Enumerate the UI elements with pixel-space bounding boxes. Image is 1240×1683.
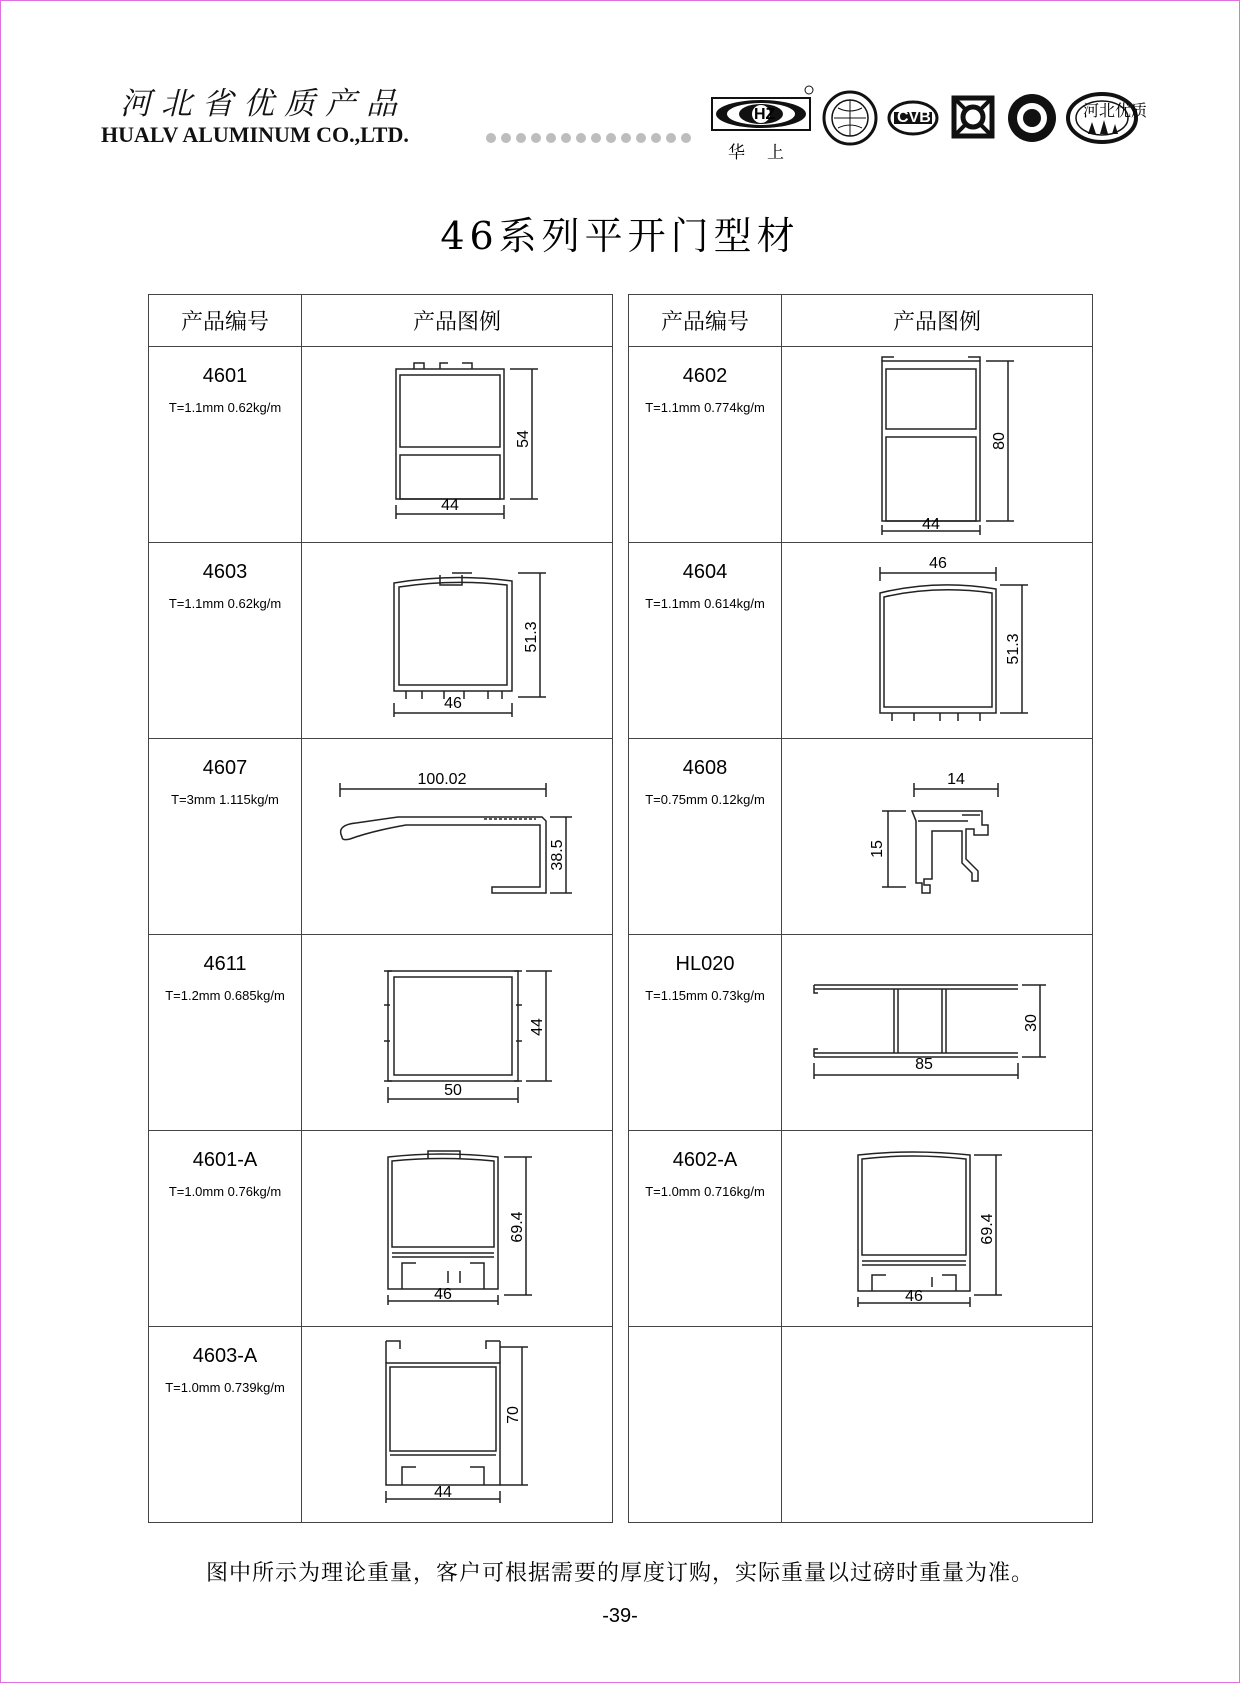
table-row (149, 347, 613, 543)
product-code-cell (149, 1131, 302, 1327)
dim-height: 70 (505, 1406, 522, 1424)
dim-height: 69.4 (979, 1213, 996, 1245)
product-code-cell (629, 935, 782, 1131)
cvg-badge-icon (886, 90, 940, 146)
product-code: 4608 (682, 757, 728, 779)
product-code: 4601 (202, 365, 248, 387)
product-spec: T=0.75mm 0.12kg/m (645, 792, 765, 807)
dim-height: 15 (869, 840, 886, 858)
table-row (629, 543, 1093, 739)
table-row (629, 1131, 1093, 1327)
profile-figure-cell (782, 543, 1093, 739)
profile-figure-cell (782, 739, 1093, 935)
dim-height: 38.5 (549, 839, 566, 871)
product-code: 4611 (203, 953, 247, 975)
product-code-cell (149, 935, 302, 1131)
table-header-row (149, 295, 613, 347)
product-spec: T=1.15mm 0.73kg/m (645, 988, 765, 1003)
table-row-empty (629, 1327, 1093, 1523)
logo-caption: 华上 (728, 143, 806, 163)
product-code: 4602-A (672, 1149, 738, 1171)
product-spec: T=1.1mm 0.62kg/m (168, 596, 282, 611)
product-spec: T=1.1mm 0.62kg/m (168, 400, 282, 415)
profile-drawing-4602 (782, 347, 1093, 542)
table-row (629, 739, 1093, 935)
product-spec: T=1.2mm 0.685kg/m (165, 988, 285, 1003)
svg-text:HZ: HZ (754, 106, 776, 123)
dim-width: 100.02 (417, 771, 467, 788)
profile-drawing-4602-a (782, 1131, 1093, 1326)
profile-figure-cell (302, 739, 613, 935)
profile-drawing-4603 (302, 543, 613, 738)
profile-figure-cell (782, 1131, 1093, 1327)
header-code: 产品编号 (149, 295, 302, 347)
profile-drawing-4604 (782, 543, 1093, 738)
dim-height: 69.4 (509, 1211, 526, 1243)
product-code: 4602 (682, 365, 728, 387)
dim-width: 50 (444, 1082, 462, 1099)
table-row (629, 347, 1093, 543)
quality-knot-icon (948, 90, 998, 146)
product-code-cell (149, 739, 302, 935)
header-dot-divider (486, 128, 696, 140)
product-code: 4604 (682, 561, 728, 583)
table-row (149, 935, 613, 1131)
table-header-row (629, 295, 1093, 347)
header-figure: 产品图例 (782, 295, 1093, 347)
dim-width: 44 (922, 516, 940, 533)
dim-width: 44 (434, 1484, 452, 1501)
profile-figure-cell (782, 935, 1093, 1131)
product-spec: T=3mm 1.115kg/m (171, 792, 279, 807)
table-row (149, 1131, 613, 1327)
product-code-cell (629, 347, 782, 543)
dim-width: 44 (441, 497, 459, 514)
table-row (149, 543, 613, 739)
product-code: HL020 (675, 953, 735, 975)
product-spec: T=1.0mm 0.739kg/m (165, 1380, 285, 1395)
profile-drawing-4603-a (302, 1327, 613, 1522)
profile-figure-cell (302, 1327, 613, 1523)
svg-text:CVB: CVB (897, 109, 931, 126)
table-row (629, 935, 1093, 1131)
profile-figure-cell (302, 935, 613, 1131)
header-figure: 产品图例 (302, 295, 613, 347)
product-code-cell (629, 739, 782, 935)
profile-figure-cell (302, 543, 613, 739)
dim-height: 51.3 (523, 621, 540, 653)
product-code-cell (149, 543, 302, 739)
dim-width: 85 (915, 1056, 933, 1073)
product-code-cell (149, 1327, 302, 1523)
page-number: -39- (602, 1605, 638, 1627)
dim-height: 80 (991, 432, 1008, 450)
dim-width: 46 (905, 1288, 923, 1305)
product-code-cell (629, 1131, 782, 1327)
dim-height: 30 (1023, 1014, 1040, 1032)
dim-width: 46 (434, 1286, 452, 1303)
product-spec: T=1.0mm 0.76kg/m (168, 1184, 282, 1199)
dim-height: 54 (515, 430, 532, 448)
profile-drawing-4611 (302, 935, 613, 1130)
empty-figure-cell (782, 1327, 1093, 1523)
table-row (149, 739, 613, 935)
dim-width: 46 (444, 695, 462, 712)
globe-seal-icon (822, 90, 878, 146)
profile-drawing-4601-a (302, 1131, 613, 1326)
product-code: 4607 (202, 757, 248, 779)
product-spec: T=1.1mm 0.774kg/m (645, 400, 765, 415)
product-code-cell (149, 347, 302, 543)
profile-figure-cell (302, 347, 613, 543)
product-table-right (628, 294, 1093, 1523)
table-row (149, 1327, 613, 1523)
profile-figure-cell (302, 1131, 613, 1327)
certification-seal-icon (1006, 90, 1058, 146)
product-code: 4603 (202, 561, 248, 583)
header-code: 产品编号 (629, 295, 782, 347)
dim-height: 44 (529, 1018, 546, 1036)
profile-drawing-hl020 (782, 935, 1093, 1130)
dim-width: 46 (929, 555, 947, 572)
profile-figure-cell (782, 347, 1093, 543)
weight-footnote: 图中所示为理论重量，客户可根据需要的厚度订购，实际重量以过磅时重量为准。 (205, 1561, 1034, 1586)
dim-width: 14 (947, 771, 965, 788)
profile-drawing-4608 (782, 739, 1093, 934)
product-code-cell (629, 543, 782, 739)
profile-drawing-4607 (302, 739, 613, 934)
product-spec: T=1.1mm 0.614kg/m (645, 596, 765, 611)
product-table-left (148, 294, 613, 1523)
product-spec: T=1.0mm 0.716kg/m (645, 1184, 765, 1199)
profile-drawing-4601 (302, 347, 613, 542)
hebei-quality-seal-icon (1066, 90, 1148, 146)
product-code: 4601-A (192, 1149, 258, 1171)
cert-text: 河北优质 (1083, 103, 1148, 120)
empty-code-cell (629, 1327, 782, 1523)
brand-chinese-title: 河北省优质产品 (120, 86, 407, 122)
brand-english-name: HUALV ALUMINUM CO.,LTD. (101, 122, 409, 147)
product-code: 4603-A (192, 1345, 258, 1367)
page-title: 46系列平开门型材 (440, 214, 800, 258)
dim-height: 51.3 (1005, 633, 1022, 665)
